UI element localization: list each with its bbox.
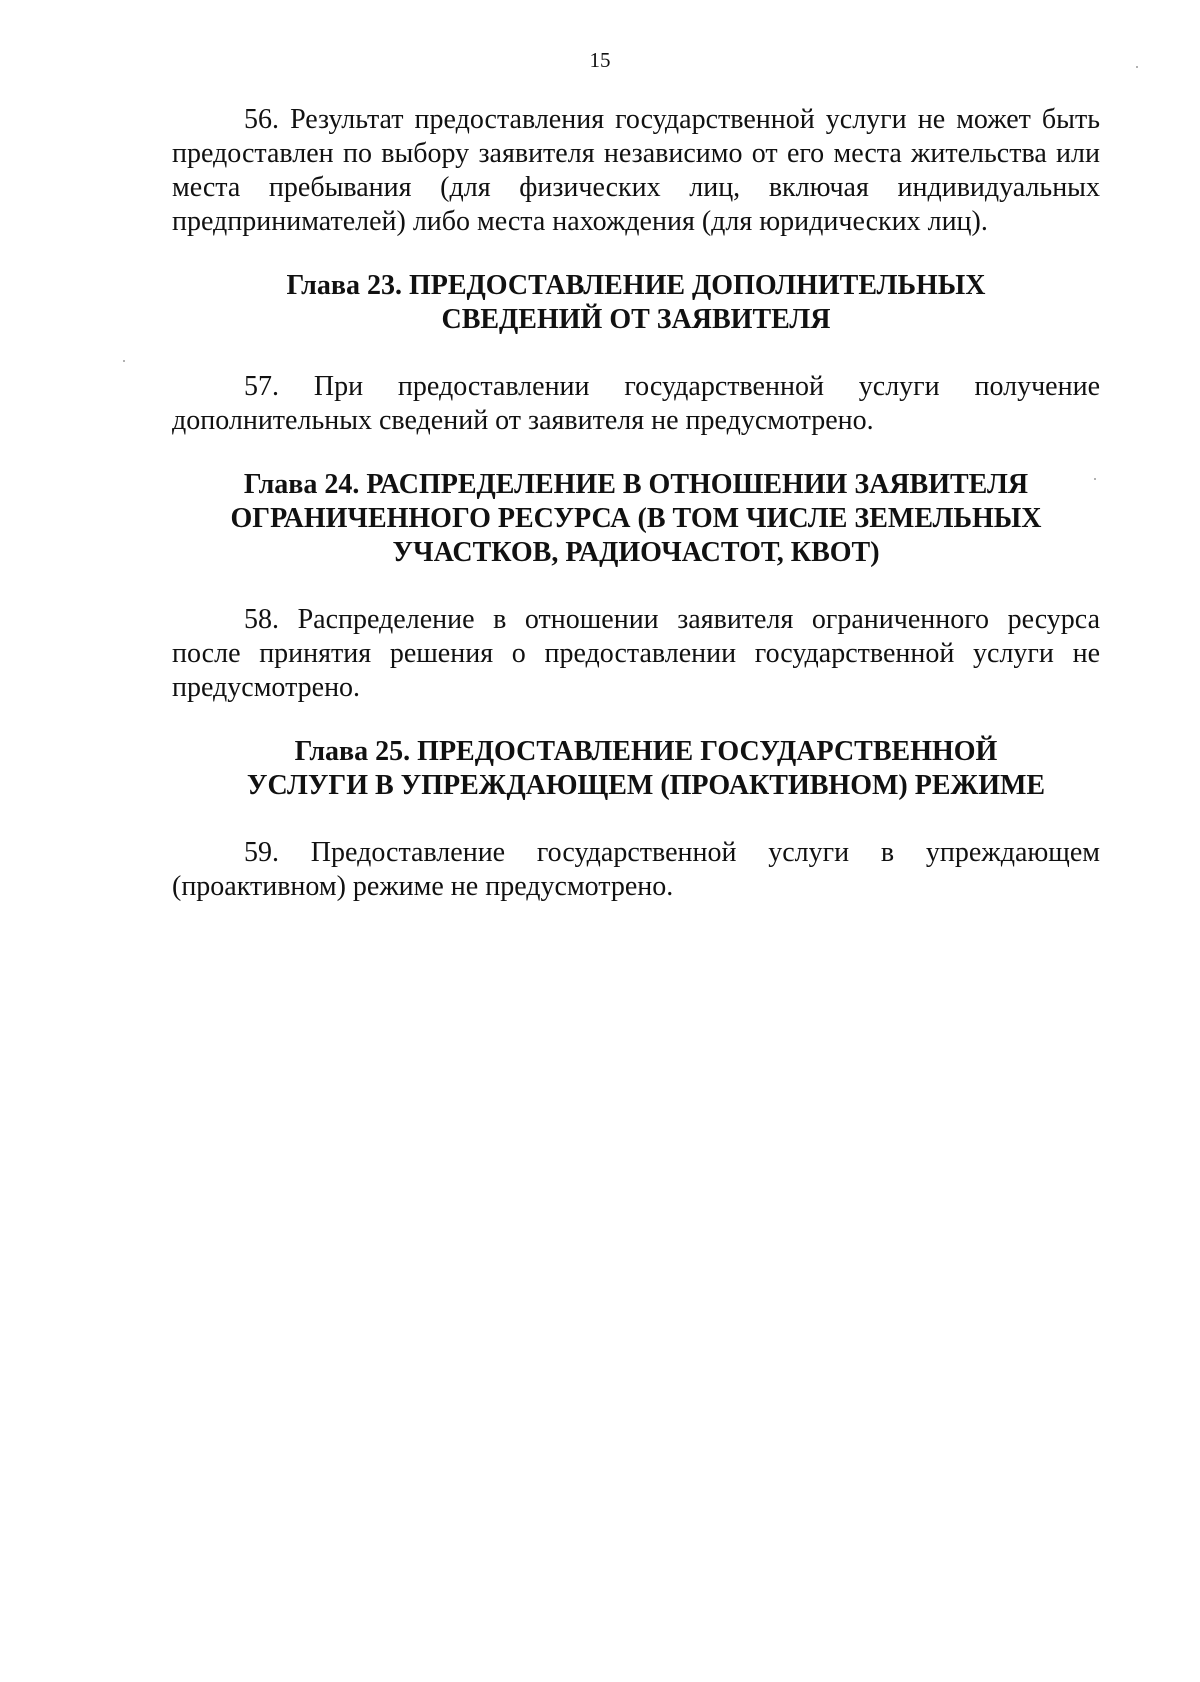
chapter-23-heading: Глава 23. ПРЕДОСТАВЛЕНИЕ ДОПОЛНИТЕЛЬНЫХ СВЕДЕНИЙ ОТ ЗАЯВИТЕЛЯ	[286, 270, 986, 335]
scan-artifact	[1094, 478, 1096, 480]
paragraph-59: 59. Предоставление государственной услуги в упреждающем (проактивном) режиме не предусмотрено.	[172, 837, 1100, 902]
spacer	[172, 705, 1100, 735]
spacer	[172, 803, 1100, 836]
spacer	[172, 438, 1100, 468]
spacer	[172, 337, 1100, 370]
document-body	[172, 103, 1100, 904]
paragraph-58: 58. Распределение в отношении заявителя ограниченного ресурса после принятия решения о предоставлении государственной услуги не предусмотрено.	[172, 604, 1100, 703]
spacer	[172, 570, 1100, 603]
scan-artifact	[123, 360, 125, 362]
paragraph-57: 57. При предоставлении государственной услуги получение дополнительных сведений от заявителя не предусмотрено.	[172, 371, 1100, 436]
paragraph-56: 56. Результат предоставления государственной услуги не может быть предоставлен по выбору заявителя независимо от его места жительства или места пребывания (для физических лиц, включая индивидуальных предпринимателей) либо места нахождения (для юридических лиц).	[172, 104, 1100, 237]
chapter-25-heading: Глава 25. ПРЕДОСТАВЛЕНИЕ ГОСУДАРСТВЕННОЙ УСЛУГИ В УПРЕЖДАЮЩЕМ (ПРОАКТИВНОМ) РЕЖИМЕ	[246, 736, 1046, 801]
scan-artifact	[1136, 66, 1138, 68]
spacer	[172, 239, 1100, 269]
page-number: 15	[589, 48, 611, 72]
chapter-24-heading: Глава 24. РАСПРЕДЕЛЕНИЕ В ОТНОШЕНИИ ЗАЯВИТЕЛЯ ОГРАНИЧЕННОГО РЕСУРСА (В ТОМ ЧИСЛЕ ЗЕМЕЛЬНЫХ УЧАСТКОВ, РАДИОЧАСТОТ, КВОТ)	[230, 469, 1042, 568]
